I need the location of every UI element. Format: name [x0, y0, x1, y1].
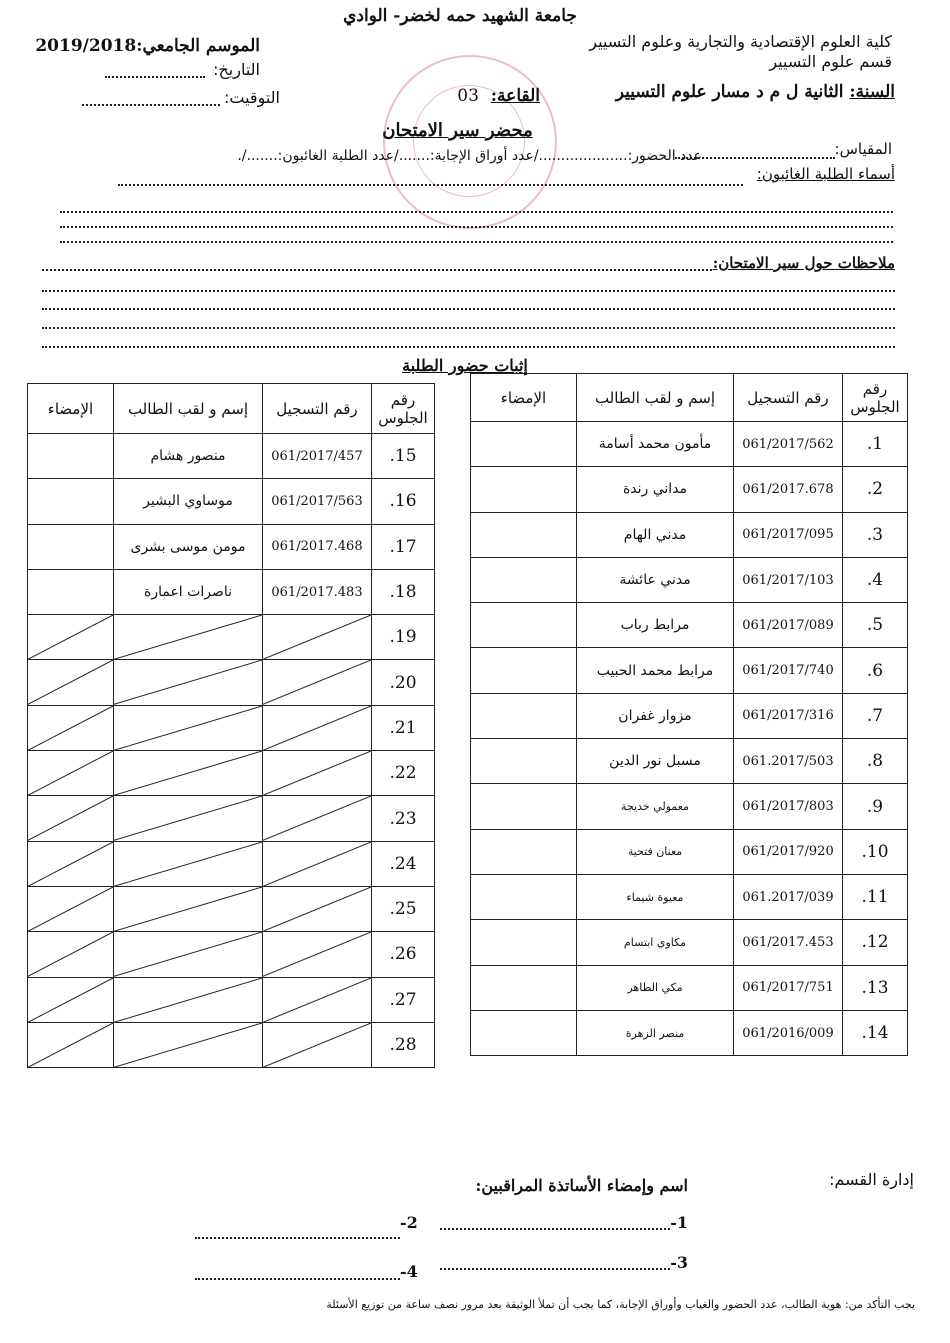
registration-number: 061/2017/563 — [263, 479, 372, 524]
cross-out-line — [28, 796, 113, 840]
notes-line-4 — [42, 327, 895, 329]
student-name — [114, 660, 263, 705]
cross-out-line — [114, 932, 262, 976]
time-dots — [82, 104, 220, 106]
cross-out-line — [28, 842, 113, 886]
seat-number: 28. — [372, 1022, 435, 1067]
registration-number — [263, 796, 372, 841]
proctor-1: 1- — [670, 1213, 688, 1232]
seat-number: 23. — [372, 796, 435, 841]
date-label: التاريخ: — [213, 60, 260, 79]
signature-cell — [471, 422, 577, 467]
registration-number: 061/2017/095 — [734, 512, 843, 557]
table-row — [28, 434, 435, 479]
table-row — [28, 705, 435, 750]
student-name: منصور هشام — [114, 434, 263, 479]
student-name — [114, 705, 263, 750]
student-name — [114, 796, 263, 841]
col-sign: الإمضاء — [471, 374, 577, 422]
table-row — [28, 886, 435, 931]
registration-number: 061.2017/503 — [734, 739, 843, 784]
cross-out-line — [263, 842, 371, 886]
counts-line: عدد الحضور:..................../عدد أوراق الإجابة:......./عدد الطلبة الغائبون:......./. — [237, 148, 702, 164]
registration-number — [263, 841, 372, 886]
seat-number: 13. — [843, 965, 908, 1010]
cross-out-line — [28, 615, 113, 659]
seat-number: 22. — [372, 751, 435, 796]
seat-number: 15. — [372, 434, 435, 479]
notes-label: ملاحظات حول سير الامتحان: — [712, 254, 895, 272]
cross-out-line — [28, 660, 113, 704]
proctor-1-dots — [440, 1228, 670, 1230]
table-row — [28, 1022, 435, 1067]
student-name: مومن موسى بشرى — [114, 524, 263, 569]
hall-value: 03 — [457, 86, 479, 106]
notes-line-5 — [42, 346, 895, 348]
student-name: مداني رندة — [577, 467, 734, 512]
registration-number: 061/2017/740 — [734, 648, 843, 693]
table-row — [471, 874, 908, 919]
cross-out-line — [114, 615, 262, 659]
table-row — [471, 965, 908, 1010]
seat-number: 10. — [843, 829, 908, 874]
registration-number: 061/2017.483 — [263, 569, 372, 614]
seat-number: 12. — [843, 920, 908, 965]
registration-number: 061/2017/457 — [263, 434, 372, 479]
signature-cell — [28, 751, 114, 796]
time-label: التوقيت: — [224, 88, 280, 107]
signature-cell — [28, 660, 114, 705]
signature-cell — [28, 569, 114, 614]
sheets-label: /عدد أوراق الإجابة: — [429, 148, 539, 164]
signature-cell — [471, 920, 577, 965]
signature-cell — [28, 615, 114, 660]
col-reg: رقم التسجيل — [734, 374, 843, 422]
signature-cell — [471, 467, 577, 512]
seat-number: 5. — [843, 603, 908, 648]
notes-line-2 — [42, 290, 895, 292]
proctor-4-dots — [195, 1278, 400, 1280]
cross-out-line — [263, 978, 371, 1022]
cross-out-line — [28, 978, 113, 1022]
registration-number — [263, 932, 372, 977]
page-title: محضر سير الامتحان — [382, 120, 533, 141]
notes-line-3 — [42, 308, 895, 310]
proctor-2-dots — [195, 1237, 400, 1239]
student-name: معيوة شيماء — [577, 874, 734, 919]
seat-number: 3. — [843, 512, 908, 557]
seat-number: 16. — [372, 479, 435, 524]
registration-number — [263, 751, 372, 796]
table-row — [471, 557, 908, 602]
registration-number — [263, 886, 372, 931]
seat-number: 9. — [843, 784, 908, 829]
table-row — [471, 422, 908, 467]
absent-count-label: /عدد الطلبة الغائبون:......./. — [237, 148, 399, 164]
cross-out-line — [114, 751, 262, 795]
registration-number: 061/2017/562 — [734, 422, 843, 467]
student-name: مزوار غفران — [577, 693, 734, 738]
registration-number: 061/2017/920 — [734, 829, 843, 874]
cross-out-line — [263, 615, 371, 659]
cross-out-line — [114, 660, 262, 704]
year-value: الثانية ل م د مسار علوم التسيير — [615, 82, 844, 102]
student-name — [114, 977, 263, 1022]
seat-number: 27. — [372, 977, 435, 1022]
student-name: مكي الطاهر — [577, 965, 734, 1010]
notes-line-1 — [42, 269, 712, 271]
attendance-label: عدد الحضور: — [627, 148, 702, 164]
student-name — [114, 751, 263, 796]
seat-number: 14. — [843, 1010, 908, 1055]
student-name: مكاوي ابتسام — [577, 920, 734, 965]
cross-out-line — [114, 978, 262, 1022]
student-name — [114, 1022, 263, 1067]
subject-label: المقياس: — [834, 140, 892, 158]
table-row — [471, 512, 908, 557]
signature-cell — [471, 965, 577, 1010]
seat-number: 18. — [372, 569, 435, 614]
academic-season: الموسم الجامعي:2019/2018 — [35, 36, 260, 56]
proctor-3: 3- — [670, 1253, 688, 1272]
student-name: ناصرات اعمارة — [114, 569, 263, 614]
registration-number: 061.2017/039 — [734, 874, 843, 919]
table-row — [471, 920, 908, 965]
col-seat: رقم الجلوس — [843, 374, 908, 422]
seat-number: 4. — [843, 557, 908, 602]
student-name: منصر الزهرة — [577, 1010, 734, 1055]
signature-cell — [471, 1010, 577, 1055]
student-name — [114, 886, 263, 931]
signature-cell — [28, 796, 114, 841]
cross-out-line — [114, 887, 262, 931]
hall-line — [445, 86, 540, 106]
table-row — [471, 693, 908, 738]
cross-out-line — [28, 932, 113, 976]
registration-number: 061/2017/316 — [734, 693, 843, 738]
absent-line-3 — [60, 226, 893, 228]
footer-note: يجب التأكد من: هوية الطالب، عدد الحضور والغياب وأوراق الإجابة، كما يجب أن تملأ الوثيقة بعد مرور نصف ساعة من توزيع الأسئلة — [326, 1298, 915, 1311]
student-name: مدني عائشة — [577, 557, 734, 602]
registration-number — [263, 615, 372, 660]
col-name: إسم و لقب الطالب — [114, 384, 263, 434]
student-name: مرابط رباب — [577, 603, 734, 648]
table-row — [471, 648, 908, 693]
signature-cell — [28, 841, 114, 886]
col-seat: رقم الجلوس — [372, 384, 435, 434]
seat-number: 1. — [843, 422, 908, 467]
absent-line-1 — [118, 184, 743, 186]
proctor-4: -4 — [400, 1262, 418, 1281]
col-reg: رقم التسجيل — [263, 384, 372, 434]
attendance-table-right — [470, 373, 908, 1056]
signature-cell — [471, 648, 577, 693]
absent-names-label: أسماء الطلبة الغائبون: — [756, 165, 895, 183]
hall-label: القاعة: — [490, 86, 540, 106]
cross-out-line — [28, 887, 113, 931]
cross-out-line — [263, 796, 371, 840]
student-name: معمولي خديجة — [577, 784, 734, 829]
table-row — [471, 829, 908, 874]
cross-out-line — [114, 842, 262, 886]
cross-out-line — [114, 796, 262, 840]
cross-out-line — [28, 751, 113, 795]
table-row — [28, 615, 435, 660]
col-name: إسم و لقب الطالب — [577, 374, 734, 422]
seat-number: 17. — [372, 524, 435, 569]
signature-cell — [471, 603, 577, 648]
registration-number: 061/2016/009 — [734, 1010, 843, 1055]
cross-out-line — [263, 706, 371, 750]
registration-number — [263, 977, 372, 1022]
table-row — [28, 751, 435, 796]
table-row — [471, 784, 908, 829]
department-name: قسم علوم التسيير — [769, 52, 892, 71]
student-name — [114, 615, 263, 660]
registration-number: 061/2017/089 — [734, 603, 843, 648]
table-row — [28, 524, 435, 569]
signature-cell — [28, 886, 114, 931]
admin-label: إدارة القسم: — [829, 1170, 914, 1189]
registration-number — [263, 1022, 372, 1067]
year-label: السنة: — [849, 82, 895, 102]
seat-number: 2. — [843, 467, 908, 512]
student-name: مأمون محمد أسامة — [577, 422, 734, 467]
student-name: موساوي البشير — [114, 479, 263, 524]
student-name: معنان فتحية — [577, 829, 734, 874]
student-name: مسبل نور الدين — [577, 739, 734, 784]
seat-number: 11. — [843, 874, 908, 919]
signature-cell — [28, 705, 114, 750]
student-name — [114, 841, 263, 886]
faculty-name: كلية العلوم الإقتصادية والتجارية وعلوم التسيير — [589, 32, 892, 51]
seat-number: 25. — [372, 886, 435, 931]
registration-number — [263, 660, 372, 705]
signature-cell — [28, 479, 114, 524]
registration-number: 061/2017/751 — [734, 965, 843, 1010]
table-row — [28, 660, 435, 705]
registration-number: 061/2017.453 — [734, 920, 843, 965]
attendance-table-left — [27, 383, 435, 1068]
signature-cell — [471, 784, 577, 829]
attendance-title: إثبات حضور الطلبة — [402, 356, 528, 375]
registration-number: 061/2017/103 — [734, 557, 843, 602]
cross-out-line — [114, 706, 262, 750]
table-row — [28, 932, 435, 977]
signature-cell — [28, 932, 114, 977]
table-row — [28, 796, 435, 841]
signature-cell — [471, 512, 577, 557]
proctor-3-dots — [440, 1268, 670, 1270]
seat-number: 24. — [372, 841, 435, 886]
seat-number: 6. — [843, 648, 908, 693]
student-name: مرابط محمد الحبيب — [577, 648, 734, 693]
table-row — [471, 603, 908, 648]
cross-out-line — [28, 1023, 113, 1067]
cross-out-line — [263, 932, 371, 976]
table-row — [28, 569, 435, 614]
signature-cell — [28, 1022, 114, 1067]
registration-number: 061/2017.678 — [734, 467, 843, 512]
signature-cell — [471, 693, 577, 738]
proctor-2: -2 — [400, 1213, 418, 1232]
cross-out-line — [263, 887, 371, 931]
cross-out-line — [263, 751, 371, 795]
signature-cell — [28, 977, 114, 1022]
cross-out-line — [263, 1023, 371, 1067]
cross-out-line — [28, 706, 113, 750]
seat-number: 19. — [372, 615, 435, 660]
absent-line-2 — [60, 211, 893, 213]
date-dots — [105, 76, 205, 78]
seat-number: 20. — [372, 660, 435, 705]
table-row — [28, 841, 435, 886]
table-row — [28, 479, 435, 524]
signature-cell — [28, 524, 114, 569]
table-row — [471, 739, 908, 784]
seat-number: 21. — [372, 705, 435, 750]
cross-out-line — [114, 1023, 262, 1067]
year-line — [616, 82, 895, 102]
seat-number: 8. — [843, 739, 908, 784]
signature-cell — [471, 739, 577, 784]
seat-number: 26. — [372, 932, 435, 977]
absent-line-4 — [60, 241, 893, 243]
student-name: مدني الهام — [577, 512, 734, 557]
university-name: جامعة الشهيد حمه لخضر- الوادي — [343, 6, 577, 26]
signature-cell — [471, 874, 577, 919]
registration-number: 061/2017/803 — [734, 784, 843, 829]
registration-number: 061/2017.468 — [263, 524, 372, 569]
cross-out-line — [263, 660, 371, 704]
seat-number: 7. — [843, 693, 908, 738]
signature-cell — [471, 829, 577, 874]
registration-number — [263, 705, 372, 750]
proctors-label: اسم وإمضاء الأساتذة المراقبين: — [475, 1176, 688, 1195]
signature-cell — [28, 434, 114, 479]
table-row — [28, 977, 435, 1022]
table-row — [471, 467, 908, 512]
col-sign: الإمضاء — [28, 384, 114, 434]
student-name — [114, 932, 263, 977]
signature-cell — [471, 557, 577, 602]
table-row — [471, 1010, 908, 1055]
